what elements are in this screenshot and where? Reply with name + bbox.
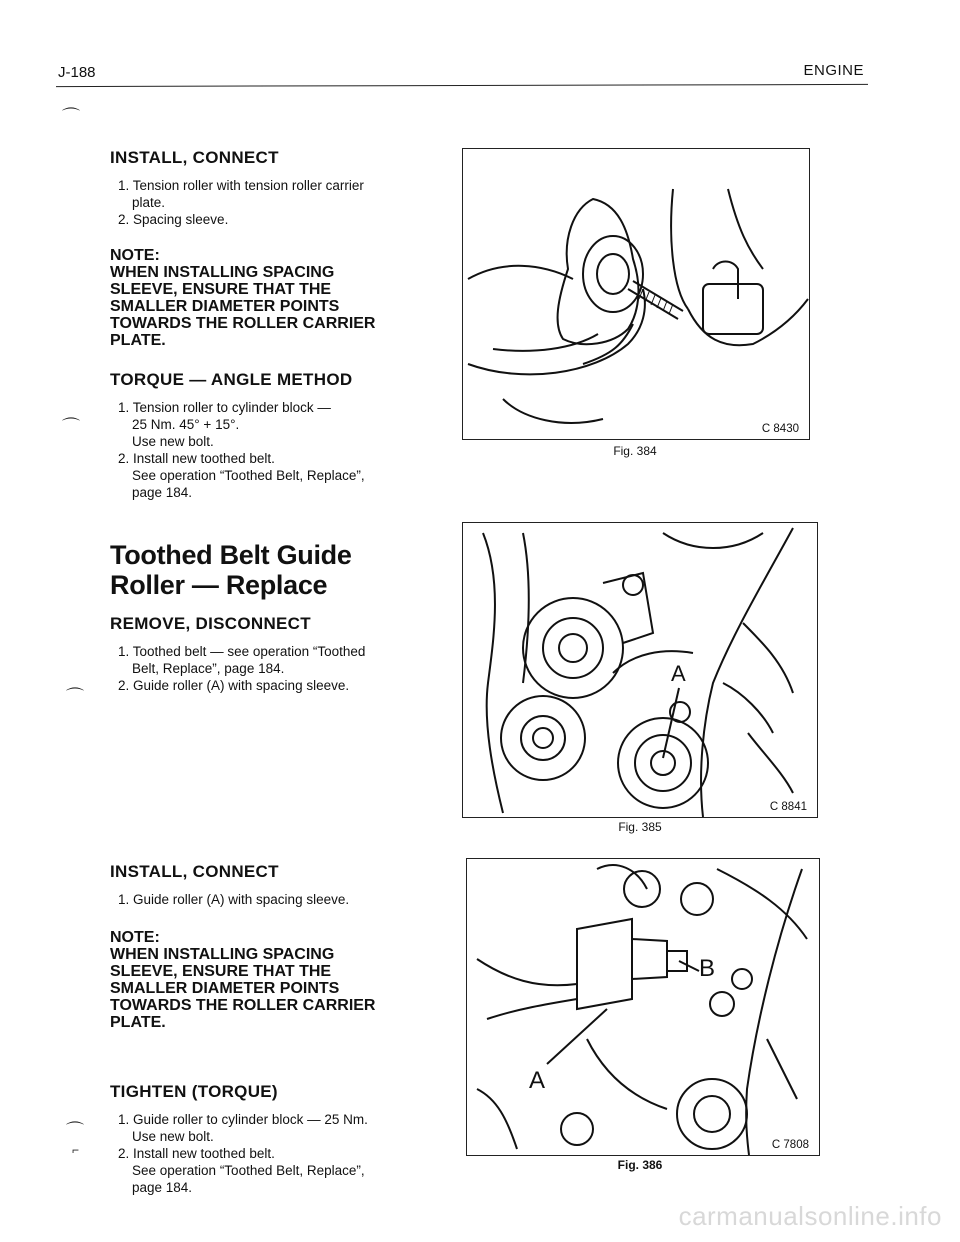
note-line: NOTE: <box>110 247 160 264</box>
section-header: ENGINE <box>803 62 864 79</box>
figure-code: C 8430 <box>761 423 799 435</box>
step-line: Belt, Replace”, page 184. <box>132 661 285 676</box>
figure-caption: Fig. 386 <box>617 1158 663 1172</box>
figure-code: C 8841 <box>769 801 807 813</box>
figure-code: C 7808 <box>771 1139 809 1151</box>
header-rule <box>56 84 868 87</box>
margin-mark: ⌒ <box>66 687 84 707</box>
note-line: PLATE. <box>110 332 166 349</box>
watermark: carmanualsonline.info <box>678 1201 942 1231</box>
section-heading: INSTALL, CONNECT <box>110 862 279 881</box>
note-line: TOWARDS THE ROLLER CARRIER <box>110 997 376 1014</box>
step-list <box>110 178 445 228</box>
step-list <box>110 1112 445 1196</box>
margin-mark: ⌐ <box>72 1143 80 1157</box>
step-line: Use new bolt. <box>132 1129 214 1144</box>
note-line: WHEN INSTALLING SPACING <box>110 264 335 281</box>
step-line: 1. Tension roller with tension roller carrier <box>118 178 364 193</box>
section-heading: TIGHTEN (TORQUE) <box>110 1082 278 1101</box>
note-line: SMALLER DIAMETER POINTS <box>110 980 340 997</box>
label-b: B <box>699 955 716 982</box>
step-line: See operation “Toothed Belt, Replace”, <box>132 468 365 483</box>
step-line: page 184. <box>132 485 193 500</box>
step-line: 25 Nm. 45° + 15°. <box>132 417 240 432</box>
note-line: SLEEVE, ENSURE THAT THE <box>110 963 332 980</box>
margin-mark: ⌒ <box>62 107 80 127</box>
note-line: SLEEVE, ENSURE THAT THE <box>110 281 332 298</box>
section-heading: TORQUE — ANGLE METHOD <box>110 370 353 389</box>
pointer-line <box>463 523 817 817</box>
step-line: 1. Tension roller to cylinder block — <box>118 400 331 415</box>
section-heading: INSTALL, CONNECT <box>110 148 279 167</box>
step-line: page 184. <box>132 1180 193 1195</box>
step-line: 2. Guide roller (A) with spacing sleeve. <box>118 678 350 693</box>
figure-386 <box>466 858 820 1156</box>
figure-caption: Fig. 385 <box>618 820 662 834</box>
install-connect-section <box>110 148 445 349</box>
note-line: SMALLER DIAMETER POINTS <box>110 298 340 315</box>
figure-385 <box>462 522 818 818</box>
section-title-line: Toothed Belt Guide <box>110 540 352 570</box>
step-line: See operation “Toothed Belt, Replace”, <box>132 1163 365 1178</box>
section-heading: REMOVE, DISCONNECT <box>110 614 311 633</box>
remove-disconnect-section <box>110 614 445 695</box>
note-line: TOWARDS THE ROLLER CARRIER <box>110 315 376 332</box>
page-number: J-188 <box>58 64 96 81</box>
install-connect-section <box>110 862 445 1031</box>
label-a: A <box>529 1067 546 1094</box>
margin-mark: ⌒ <box>66 1121 84 1141</box>
step-list <box>110 892 445 908</box>
figure-384 <box>462 148 810 440</box>
step-line: Use new bolt. <box>132 434 214 449</box>
step-line: 2. Install new toothed belt. <box>118 451 275 466</box>
note-line: PLATE. <box>110 1014 166 1031</box>
pointer-lines <box>467 859 819 1155</box>
step-line: 2. Spacing sleeve. <box>118 212 229 227</box>
step-line: 1. Guide roller to cylinder block — 25 Nm. <box>118 1112 368 1127</box>
tension-roller-illustration <box>463 149 809 439</box>
note-line: NOTE: <box>110 929 160 946</box>
margin-mark: ⌒ <box>62 417 80 437</box>
step-line: plate. <box>132 195 166 210</box>
step-list <box>110 644 445 694</box>
section-title-line: Roller — Replace <box>110 570 328 600</box>
step-list <box>110 400 445 501</box>
figure-caption: Fig. 384 <box>613 444 657 458</box>
section-title <box>110 540 445 600</box>
step-line: 1. Toothed belt — see operation “Toothed <box>118 644 366 659</box>
tighten-torque-section <box>110 1082 445 1197</box>
note-line: WHEN INSTALLING SPACING <box>110 946 335 963</box>
step-line: 1. Guide roller (A) with spacing sleeve. <box>118 892 350 907</box>
label-a: A <box>671 661 686 686</box>
torque-angle-section <box>110 370 445 502</box>
step-line: 2. Install new toothed belt. <box>118 1146 275 1161</box>
